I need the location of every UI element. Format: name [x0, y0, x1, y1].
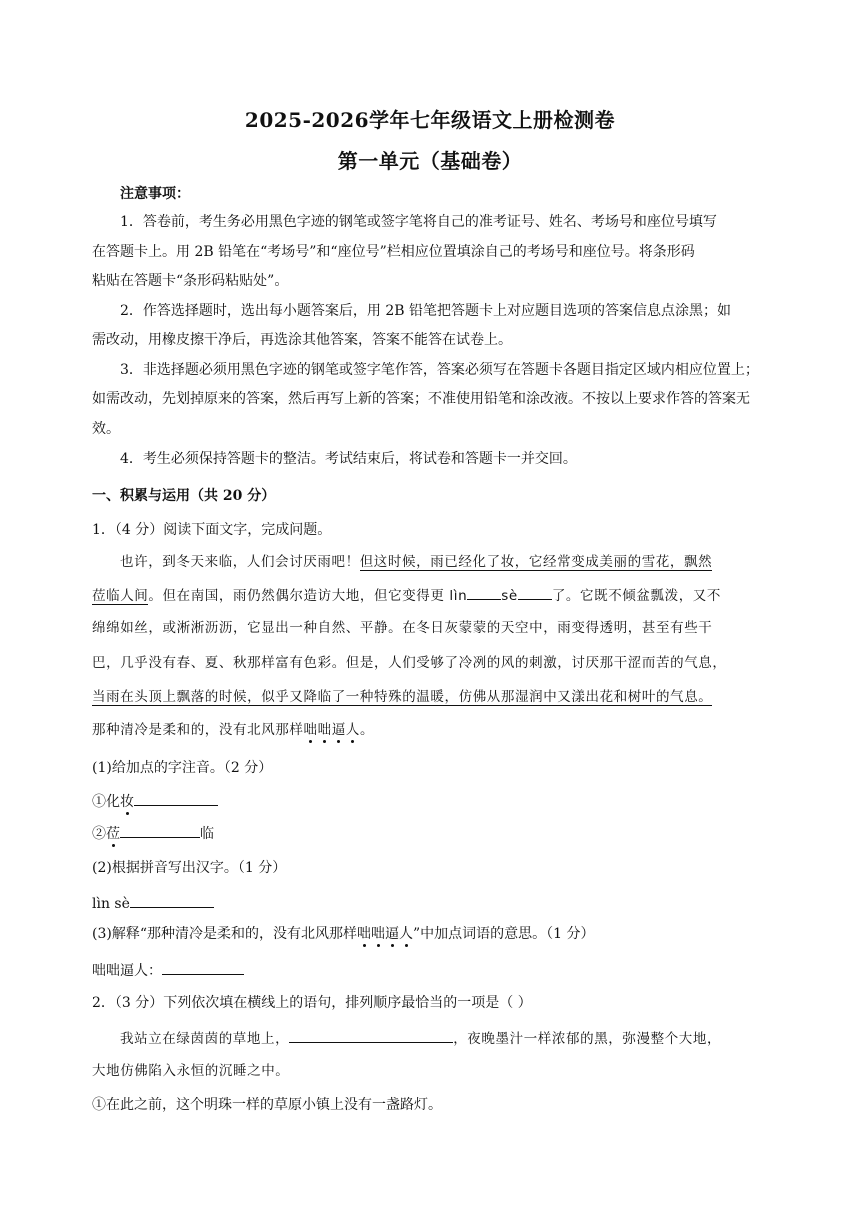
answer-blank[interactable]	[130, 893, 214, 908]
answer-blank[interactable]	[289, 1028, 453, 1043]
passage-text: 了。它既不倾盆瓢泼，又不	[551, 588, 722, 604]
dotted-char: 咄	[357, 926, 371, 942]
passage-text: 。	[359, 722, 375, 738]
sub-question-3	[92, 925, 772, 943]
dotted-char: 逼	[385, 926, 399, 942]
question-2-stem: 2．（3 分）下列依次填在横线上的语句，排列顺序最恰当的一项是（ ）	[92, 995, 532, 1011]
notice-line: 需改动，用橡皮擦干净后，再选涂其他答案，答案不能答在试卷上。	[92, 332, 512, 348]
exam-title: 2025-2026学年七年级语文上册检测卷	[244, 108, 616, 132]
passage-text: 我站立在绿茵茵的草地上，	[120, 1031, 290, 1047]
pinyin-text: sè	[501, 588, 518, 604]
dotted-word	[304, 722, 360, 738]
notice-line: 1．答卷前，考生务必用黑色字迹的钢笔或签字笔将自己的准考证号、姓名、考场号和座位号填写	[120, 214, 717, 230]
notice-line: 在答题卡上。用 2B 铅笔在“考场号”和“座位号”栏相应位置填涂自己的考场号和座位号。将条形码	[92, 244, 695, 260]
section-heading: 一、积累与运用（共 20 分）	[92, 488, 276, 504]
pinyin-text: lìn sè	[92, 896, 130, 912]
dotted-char: 人	[399, 926, 413, 942]
underlined-sentence: 但这时候，雨已经化了妆，它经常变成美丽的雪花，飘然	[359, 554, 713, 570]
passage-line: 巴，几乎没有春、夏、秋那样富有色彩。但是，人们受够了冷冽的风的刺激，讨厌那干涩而苦的气息，	[92, 655, 727, 671]
sub-question-1: (1)给加点的字注音。（2 分）	[92, 760, 273, 776]
sub-question-2: (2)根据拼音写出汉字。（1 分）	[92, 860, 287, 876]
exam-subtitle: 第一单元（基础卷）	[337, 149, 523, 173]
passage-line	[92, 585, 772, 605]
question-1-stem: 1．（4 分）阅读下面文字，完成问题。	[92, 522, 332, 538]
dotted-char: 人	[345, 722, 360, 738]
sub-question-2-answer	[92, 893, 772, 913]
notice-heading: 注意事项：	[120, 186, 190, 202]
answer-blank[interactable]	[162, 960, 244, 975]
item-text: 临	[200, 826, 214, 842]
passage-text: ，夜晚墨汁一样浓郁的黑，弥漫整个大地，	[453, 1031, 722, 1047]
dotted-char: 咄	[303, 722, 318, 738]
item-label: ②	[92, 826, 106, 842]
dotted-char: 咄	[371, 926, 385, 942]
answer-blank[interactable]	[518, 585, 552, 600]
passage-line: 大地仿佛陷入永恒的沉睡之中。	[92, 1063, 290, 1079]
passage-line: 绵绵如丝，或淅淅沥沥，它显出一种自然、平静。在冬日灰蒙蒙的天空中，雨变得透明，甚至有些干	[92, 620, 713, 636]
underlined-sentence: 莅临人间	[92, 588, 149, 604]
dotted-word	[357, 926, 413, 942]
answer-blank[interactable]	[467, 585, 501, 600]
notice-line: 如需改动，先划掉原来的答案，然后再写上新的答案；不准使用铅笔和涂改液。不按以上要求作答的答案无	[92, 391, 750, 407]
notice-line: 2．作答选择题时，选出每小题答案后，用 2B 铅笔把答题卡上对应题目选项的答案信息点涂黑；如	[120, 303, 732, 319]
notice-line: 4．考生必须保持答题卡的整洁。考试结束后，将试卷和答题卡一并交回。	[120, 451, 577, 467]
passage-text: 。但在南国，雨仍然偶尔造访大地，但它变得更 lìn	[148, 588, 468, 604]
notice-line: 3．非选择题必须用黑色字迹的钢笔或签字笔作答，答案必须写在答题卡各题目指定区域内相应位置上；	[120, 362, 759, 378]
passage-line	[120, 553, 772, 571]
notice-line: 粘贴在答题卡“条形码粘贴处”。	[92, 273, 289, 289]
passage-line	[92, 721, 772, 739]
passage-line	[120, 1028, 772, 1048]
answer-blank[interactable]	[134, 791, 218, 806]
dotted-char: 逼	[331, 722, 346, 738]
passage-line	[92, 688, 772, 706]
question-text: ”中加点词语的意思。（1 分）	[413, 926, 595, 942]
item-label: ①化	[92, 794, 120, 810]
answer-label: 咄咄逼人：	[92, 963, 162, 979]
underlined-sentence: 当雨在头顶上飘落的时候，似乎又降临了一种特殊的温暖，仿佛从那湿润中又漾出花和树叶的气息。	[92, 689, 713, 705]
sub-question-1b	[92, 823, 772, 843]
question-text: (3)解释“那种清冷是柔和的，没有北风那样	[92, 926, 357, 942]
sub-question-3-answer	[92, 960, 772, 980]
passage-text: 那种清冷是柔和的，没有北风那样	[92, 722, 304, 738]
notice-line: 效。	[92, 421, 120, 437]
dotted-char: 咄	[317, 722, 332, 738]
answer-blank[interactable]	[120, 823, 200, 838]
dotted-char: 妆	[120, 794, 134, 810]
option-line: ①在此之前，这个明珠一样的草原小镇上没有一盏路灯。	[92, 1097, 442, 1113]
sub-question-1a	[92, 791, 772, 811]
passage-text: 也许，到冬天来临，人们会讨厌雨吧！	[120, 554, 360, 570]
dotted-char: 莅	[106, 826, 120, 842]
